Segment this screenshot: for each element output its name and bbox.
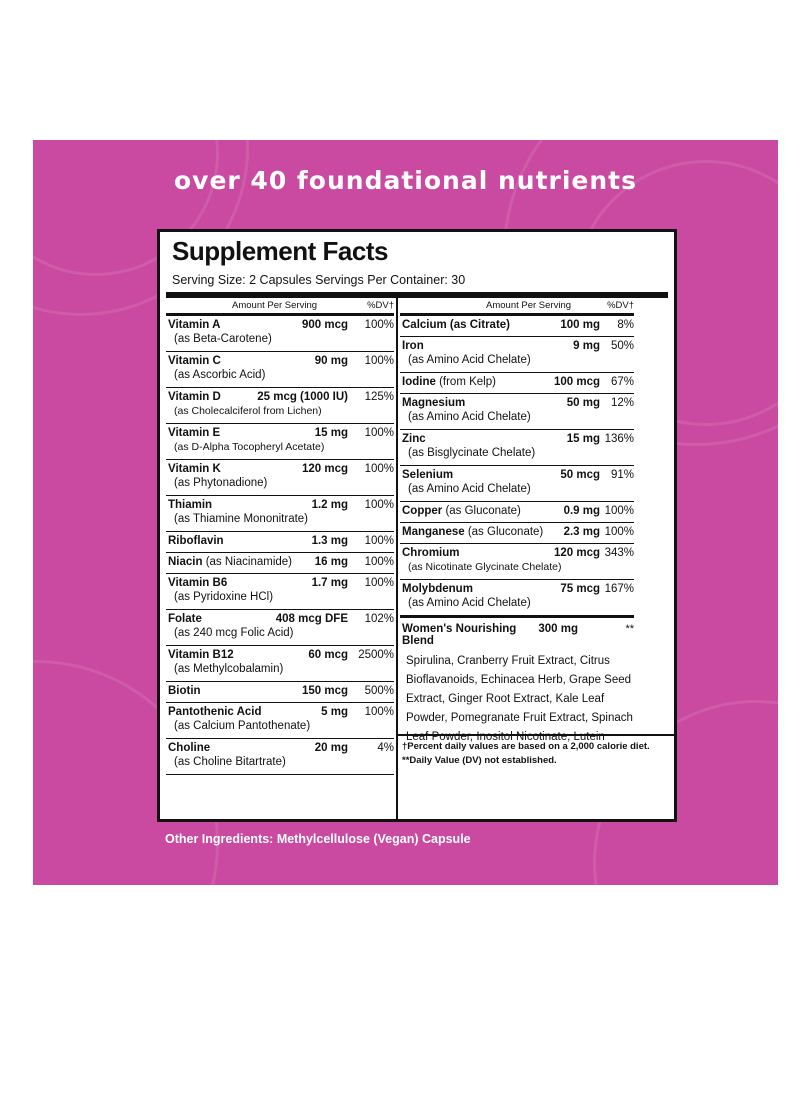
nutrient-name — [168, 535, 224, 547]
nutrient-row — [166, 424, 394, 460]
nutrient-name-text: Vitamin E — [168, 427, 221, 439]
nutrient-row — [400, 373, 634, 394]
nutrient-name — [168, 499, 212, 511]
nutrient-name-text: Iron — [402, 340, 424, 352]
blend-ingredients: Spirulina, Cranberry Fruit Extract, Citrus Bioflavanoids, Echinacea Herb, Grape Seed Extract, Ginger Root Extract, Kale Leaf Powder, Pomegranate Fruit Extract, Spinach Leaf Powder, Inositol Nicotinate, Lutein — [406, 655, 633, 743]
nutrient-dv: 100% — [364, 427, 394, 439]
nutrient-row — [166, 739, 394, 775]
nutrient-row — [400, 544, 634, 580]
nutrient-amount: 408 mcg DFE — [275, 613, 348, 625]
nutrient-dv: 50% — [610, 340, 634, 352]
nutrient-dv: 67% — [610, 376, 634, 388]
amount-per-serving-header: Amount Per Serving — [232, 300, 318, 311]
nutrient-name-text: Manganese — [402, 526, 465, 538]
blend-dv: ** — [625, 623, 634, 635]
nutrient-name — [402, 505, 521, 517]
nutrient-dv: 91% — [610, 469, 634, 481]
nutrient-row — [166, 316, 394, 352]
nutrient-dv: 100% — [364, 319, 394, 331]
nutrient-row — [166, 610, 394, 646]
amount-per-serving-header: Amount Per Serving — [486, 300, 572, 311]
nutrient-amount: 50 mg — [566, 397, 600, 409]
nutrient-dv: 100% — [364, 463, 394, 475]
nutrient-dv: 100% — [364, 556, 394, 568]
nutrient-dv: 100% — [364, 355, 394, 367]
nutrient-name-text: Vitamin K — [168, 463, 221, 475]
nutrient-name — [168, 577, 227, 589]
nutrient-name — [402, 376, 496, 388]
left-nutrient-column — [166, 298, 394, 775]
nutrient-name-text: Chromium — [402, 547, 460, 559]
nutrient-dv: 12% — [610, 397, 634, 409]
nutrient-dv: 167% — [604, 583, 634, 595]
nutrient-row — [400, 466, 634, 502]
nutrient-form: (as Amino Acid Chelate) — [408, 411, 531, 423]
nutrient-name-text: Iodine — [402, 376, 436, 388]
nutrient-name-text: Calcium (as Citrate) — [402, 319, 511, 331]
nutrient-form: (as D-Alpha Tocopheryl Acetate) — [174, 441, 325, 453]
nutrient-row — [400, 430, 634, 466]
nutrient-amount: 50 mcg — [560, 469, 600, 481]
nutrient-dv: 100% — [364, 706, 394, 718]
nutrient-name-text: Vitamin C — [168, 355, 221, 367]
nutrient-form: (as Pyridoxine HCl) — [174, 591, 274, 603]
supplement-facts-label — [157, 229, 677, 822]
nutrient-row — [166, 646, 394, 682]
nutrient-name — [402, 319, 510, 331]
nutrient-amount: 5 mg — [321, 706, 348, 718]
nutrient-name — [168, 319, 220, 331]
nutrient-row — [400, 394, 634, 430]
left-rows — [166, 316, 394, 775]
nutrient-name — [168, 556, 292, 568]
nutrient-row — [166, 703, 394, 739]
nutrient-amount: 1.2 mg — [311, 499, 348, 511]
nutrient-name — [168, 463, 221, 475]
nutrient-amount: 2.3 mg — [563, 526, 600, 538]
nutrient-name-text: Thiamin — [168, 499, 213, 511]
nutrient-row — [400, 337, 634, 373]
dv-header: %DV† — [367, 300, 394, 311]
nutrient-form: (as Ascorbic Acid) — [174, 369, 266, 381]
nutrient-name-text: Magnesium — [402, 397, 466, 409]
nutrient-amount: 90 mg — [314, 355, 348, 367]
nutrient-amount: 100 mcg — [553, 376, 600, 388]
nutrient-row — [166, 496, 394, 532]
nutrient-row — [400, 523, 634, 544]
nutrient-row — [400, 502, 634, 523]
nutrient-form: (as Nicotinate Glycinate Chelate) — [408, 561, 562, 573]
nutrient-dv: 100% — [364, 577, 394, 589]
nutrient-name-text: Molybdenum — [402, 583, 473, 595]
nutrient-dv: 100% — [364, 499, 394, 511]
nutrient-name — [168, 742, 210, 754]
nutrient-name-text: Folate — [168, 613, 202, 625]
nutrient-name — [402, 433, 426, 445]
nutrient-amount: 15 mg — [314, 427, 348, 439]
nutrient-form: (as Bisglycinate Chelate) — [408, 447, 536, 459]
nutrient-name-text: Pantothenic Acid — [168, 706, 262, 718]
blend-name — [402, 623, 516, 647]
nutrient-row — [166, 352, 394, 388]
nutrient-dv: 102% — [364, 613, 394, 625]
nutrient-source: (as Niacinamide) — [202, 556, 292, 568]
column-header — [400, 298, 634, 316]
footnote-daily-values: †Percent daily values are based on a 2,000 calorie diet. — [402, 741, 650, 752]
other-ingredients: Other Ingredients: Methylcellulose (Vegan) Capsule — [165, 832, 471, 846]
headline: over 40 foundational nutrients — [173, 166, 638, 195]
nutrient-amount: 120 mcg — [301, 463, 348, 475]
nutrient-amount: 9 mg — [573, 340, 600, 352]
nutrient-amount: 1.7 mg — [311, 577, 348, 589]
nutrient-row — [166, 553, 394, 574]
right-rows — [400, 316, 634, 616]
nutrient-amount: 60 mcg — [308, 649, 348, 661]
nutrient-source: (as Gluconate) — [442, 505, 521, 517]
nutrient-amount: 20 mg — [314, 742, 348, 754]
nutrient-row — [400, 316, 634, 337]
nutrient-name-text: Vitamin B12 — [168, 649, 234, 661]
nutrient-name — [168, 355, 221, 367]
nutrient-name — [168, 391, 221, 403]
nutrient-name — [168, 427, 220, 439]
nutrient-name-text: Copper — [402, 505, 443, 517]
nutrient-form: (as Choline Bitartrate) — [174, 756, 286, 768]
nutrient-dv: 8% — [617, 319, 634, 331]
facts-title: Supplement Facts — [172, 236, 388, 266]
nutrient-row — [166, 574, 394, 610]
right-nutrient-column — [400, 298, 634, 758]
nutrient-dv: 100% — [604, 526, 634, 538]
blend-name-line2: Blend — [402, 635, 434, 647]
nutrient-form: (as Amino Acid Chelate) — [408, 483, 531, 495]
nutrient-source: (as Gluconate) — [464, 526, 544, 538]
nutrient-form: (as Cholecalciferol from Lichen) — [174, 405, 322, 417]
nutrient-amount: 25 mcg (1000 IU) — [257, 391, 348, 403]
nutrient-name-text: Zinc — [402, 433, 426, 445]
nutrient-dv: 4% — [377, 742, 394, 754]
nutrient-amount: 0.9 mg — [563, 505, 600, 517]
nutrient-row — [166, 682, 394, 703]
nutrient-amount: 100 mg — [560, 319, 600, 331]
nutrient-form: (as Phytonadione) — [174, 477, 268, 489]
nutrient-dv: 343% — [604, 547, 634, 559]
nutrient-form: (as Methylcobalamin) — [174, 663, 284, 675]
nutrient-form: (as 240 mcg Folic Acid) — [174, 627, 294, 639]
nutrient-form: (as Amino Acid Chelate) — [408, 597, 531, 609]
blend-name-line1: Women's Nourishing — [402, 623, 517, 635]
footnotes — [398, 734, 674, 768]
nutrient-dv: 2500% — [358, 649, 394, 661]
nutrient-amount: 1.3 mg — [311, 535, 348, 547]
nutrient-name — [402, 397, 465, 409]
nutrient-name — [402, 469, 453, 481]
nutrient-name — [168, 706, 262, 718]
nutrient-dv: 100% — [604, 505, 634, 517]
nutrient-form: (as Beta-Carotene) — [174, 333, 272, 345]
nutrient-form: (as Amino Acid Chelate) — [408, 354, 531, 366]
nutrient-name — [168, 649, 234, 661]
nutrient-name — [168, 685, 201, 697]
nutrient-name-text: Selenium — [402, 469, 454, 481]
nutrient-name — [402, 340, 424, 352]
nutrient-name-text: Vitamin D — [168, 391, 221, 403]
nutrient-amount: 150 mcg — [301, 685, 348, 697]
nutrient-name-text: Niacin — [168, 556, 203, 568]
footnote-dv-not-established: **Daily Value (DV) not established. — [402, 755, 557, 766]
nutrient-row — [166, 532, 394, 553]
serving-info: Serving Size: 2 Capsules Servings Per Container: 30 — [172, 273, 466, 287]
nutrient-form: (as Thiamine Mononitrate) — [174, 513, 309, 525]
nutrient-amount: 900 mcg — [301, 319, 348, 331]
nutrient-name-text: Choline — [168, 742, 211, 754]
nutrient-name-text: Biotin — [168, 685, 201, 697]
nutrient-name — [402, 583, 473, 595]
nutrient-name-text: Vitamin A — [168, 319, 221, 331]
nutrient-row — [166, 460, 394, 496]
nutrient-source: (from Kelp) — [435, 376, 496, 388]
nutrient-name-text: Riboflavin — [168, 535, 224, 547]
nutrient-dv: 100% — [364, 535, 394, 547]
nutrient-panel — [33, 140, 778, 885]
nutrient-amount: 15 mg — [566, 433, 600, 445]
dv-header: %DV† — [607, 300, 634, 311]
nutrient-name — [402, 547, 460, 559]
nutrient-dv: 136% — [604, 433, 634, 445]
nutrient-amount: 75 mcg — [560, 583, 600, 595]
nutrient-amount: 120 mcg — [553, 547, 600, 559]
nutrient-amount: 16 mg — [314, 556, 348, 568]
nutrient-row — [166, 388, 394, 424]
nutrient-row — [400, 580, 634, 616]
nutrient-name — [402, 526, 543, 538]
nutrient-name-text: Vitamin B6 — [168, 577, 228, 589]
nutrient-form: (as Calcium Pantothenate) — [174, 720, 311, 732]
nutrient-dv: 500% — [364, 685, 394, 697]
blend-amount: 300 mg — [538, 623, 578, 635]
column-header — [166, 298, 394, 316]
nutrient-dv: 125% — [364, 391, 394, 403]
nutrient-name — [168, 613, 202, 625]
